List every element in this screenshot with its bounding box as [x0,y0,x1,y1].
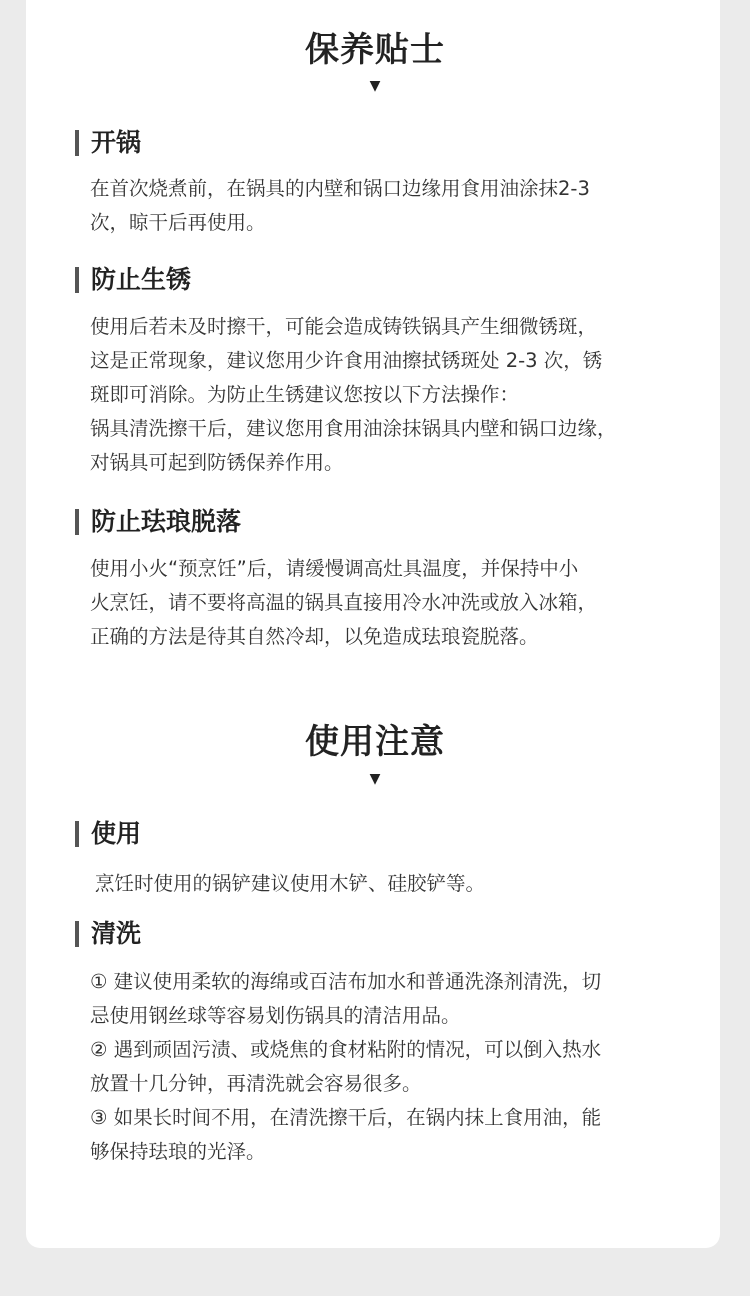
subheading-rust-prevention [75,266,191,294]
subheading-cleaning [75,920,141,948]
paragraph-cleaning [90,965,700,1169]
triangle-down-icon: ▼ [369,78,381,94]
text-line: 次，晾干后再使用。 [90,211,266,234]
text-line: 忌使用钢丝球等容易划伤锅具的清洁用品。 [90,1004,461,1027]
paragraph-rust-prevention [90,310,700,480]
heading-bar [75,509,79,535]
text-line: 使用小火“预烹饪”后，请缓慢调高灶具温度，并保持中小 [90,557,579,580]
subheading-seasoning [75,129,141,157]
text-line: ③ 如果长时间不用，在清洗擦干后，在锅内抹上食用油，能 [90,1106,602,1129]
text-line: 火烹饪，请不要将高温的锅具直接用冷水冲洗或放入冰箱， [90,591,598,614]
text-line: 使用后若未及时擦干，可能会造成铸铁锅具产生细微锈斑， [90,315,598,338]
section-title-usage-notes: 使用注意 [305,722,445,762]
text-line: ① 建议使用柔软的海绵或百洁布加水和普通洗涤剂清洗，切 [90,970,602,993]
paragraph-enamel-protection [90,552,700,654]
triangle-down-icon: ▼ [369,771,381,787]
heading-bar [75,821,79,847]
text-line: 在首次烧煮前，在锅具的内壁和锅口边缘用食用油涂抹2-3 [90,177,590,200]
text-line: 斑即可消除。为防止生锈建议您按以下方法操作： [90,383,520,406]
text-line: 正确的方法是待其自然冷却，以免造成珐琅瓷脱落。 [90,625,539,648]
text-line: 够保持珐琅的光泽。 [90,1140,266,1163]
subheading-label: 防止生锈 [91,265,192,294]
section-title-care-tips: 保养贴士 [305,30,445,70]
paragraph-seasoning [90,172,700,240]
subheading-enamel-protection [75,508,241,536]
subheading-label: 使用 [91,819,142,848]
text-line: 锅具清洗擦干后，建议您用食用油涂抹锅具内壁和锅口边缘， [90,417,617,440]
text-line: 烹饪时使用的锅铲建议使用木铲、硅胶铲等。 [95,872,486,895]
heading-bar [75,921,79,947]
text-line: 这是正常现象，建议您用少许食用油擦拭锈斑处 2-3 次，锈 [90,349,603,372]
subheading-label: 开锅 [91,128,142,157]
text-line: 对锅具可起到防锈保养作用。 [90,451,344,474]
subheading-label: 防止珐琅脱落 [91,507,242,536]
subheading-label: 清洗 [91,919,142,948]
heading-bar [75,267,79,293]
heading-bar [75,130,79,156]
text-line: 放置十几分钟，再清洗就会容易很多。 [90,1072,422,1095]
subheading-usage [75,820,141,848]
paragraph-usage [95,867,705,901]
text-line: ② 遇到顽固污渍、或烧焦的食材粘附的情况，可以倒入热水 [90,1038,602,1061]
